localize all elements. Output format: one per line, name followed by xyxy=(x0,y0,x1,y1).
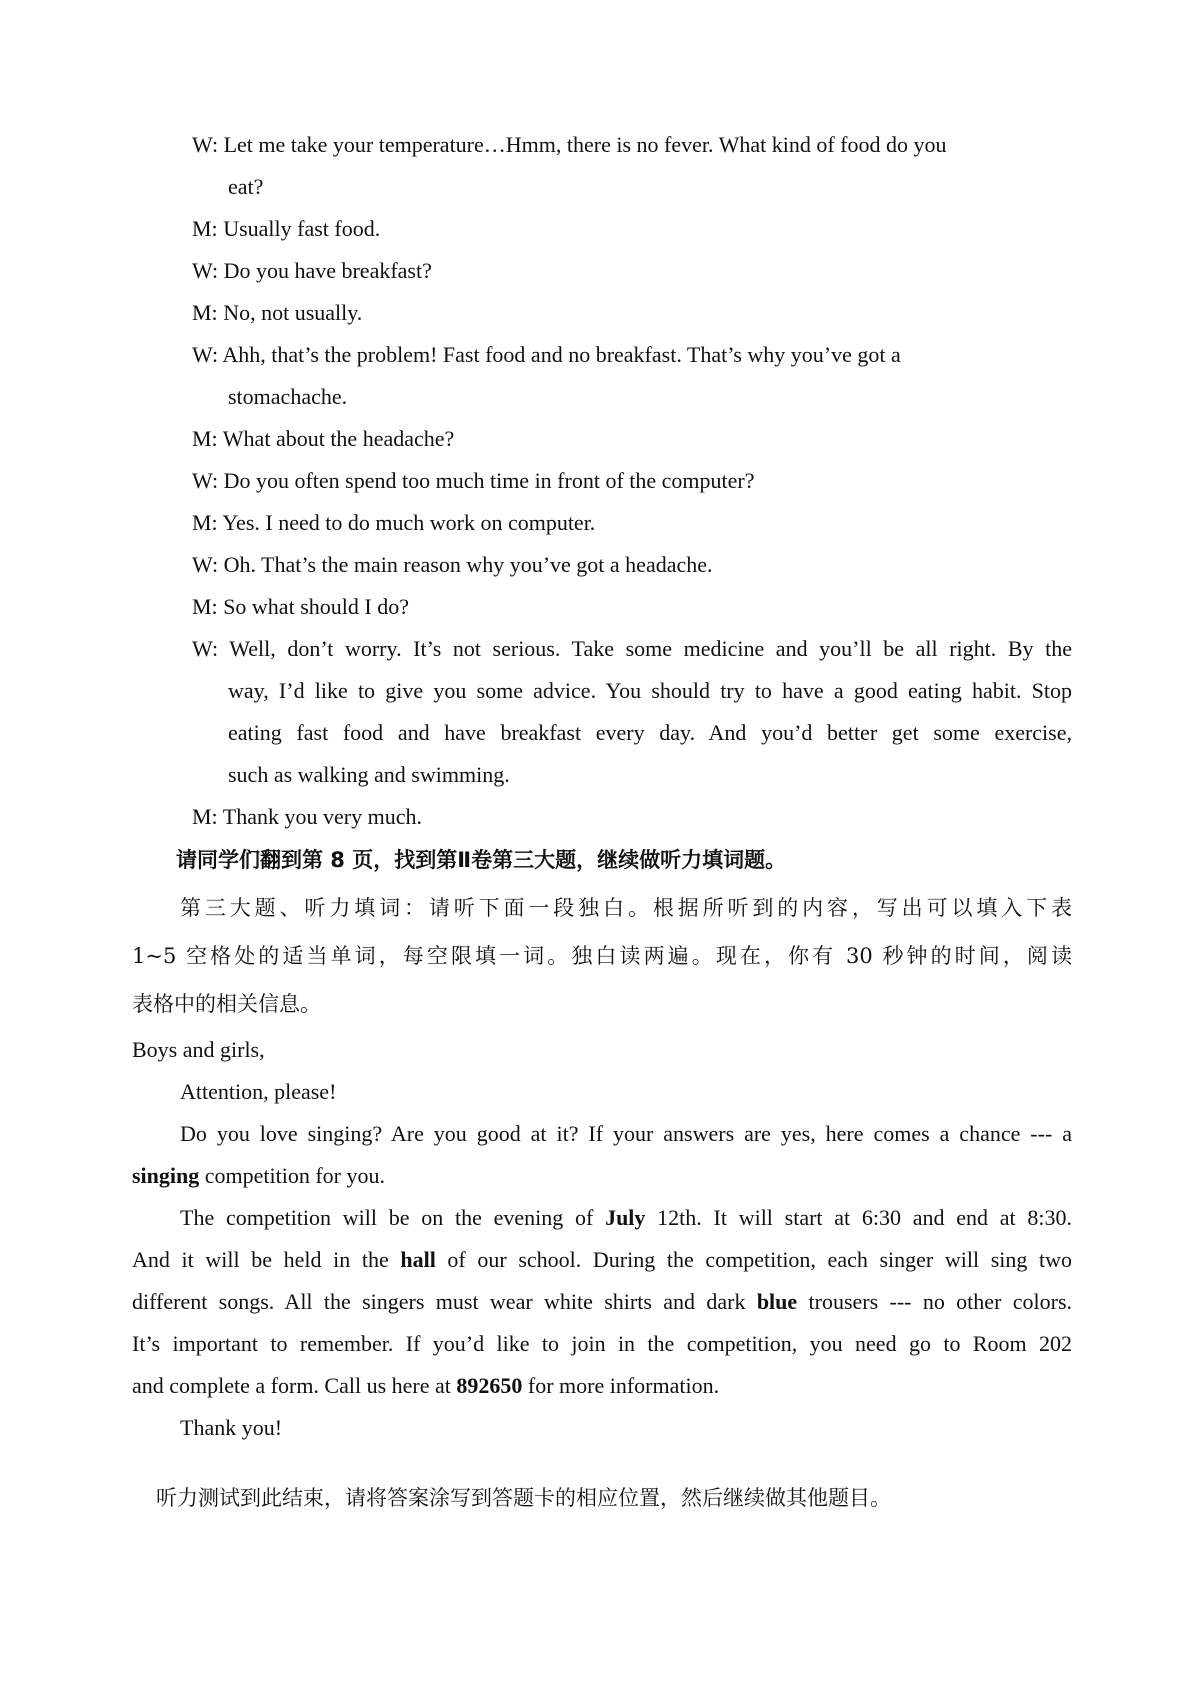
dialogue-text: Well, don’t worry. It’s not serious. Take some medicine and you’ll be all right. By the xyxy=(229,636,1072,661)
dialogue-text: No, not usually. xyxy=(223,300,363,325)
monologue-text xyxy=(132,1245,1072,1275)
dialogue-text: So what should I do? xyxy=(223,594,409,619)
monologue-text: Do you love singing? Are you good at it? If your answers are yes, here comes a chance --- a xyxy=(180,1121,1072,1146)
section-three-text: 表格中的相关信息。 xyxy=(132,992,321,1016)
speaker-label: M: xyxy=(192,510,218,535)
monologue-text: It’s important to remember. If you’d like to join in the competition, you need go to Room 202 xyxy=(132,1331,1072,1356)
answer-word: blue xyxy=(756,1289,798,1314)
speaker-label: M: xyxy=(192,594,218,619)
speaker-label: W: xyxy=(192,342,219,367)
dialogue-line xyxy=(192,214,380,244)
speaker-label: M: xyxy=(192,426,218,451)
monologue-attention: Attention, please! xyxy=(180,1079,337,1104)
dialogue-line xyxy=(192,256,432,286)
speaker-label: W: xyxy=(192,552,219,577)
speaker-label: W: xyxy=(192,132,219,157)
section-three-text: 第三大题、听力填词：请听下面一段独白。根据所听到的内容，写出可以填入下表 xyxy=(180,896,1072,920)
monologue-text-part: for more information. xyxy=(522,1373,720,1398)
monologue-text-part: The competition will be on the evening of xyxy=(180,1205,606,1230)
answer-word: hall xyxy=(400,1247,436,1272)
section-three-text: 1~5 空格处的适当单词，每空限填一词。独白读两遍。现在，你有 30 秒钟的时间，阅读 xyxy=(132,944,1072,968)
monologue-text-part: trousers --- no other colors. xyxy=(797,1289,1072,1314)
dialogue-text: Oh. That’s the main reason why you’ve got a headache. xyxy=(223,552,713,577)
monologue-text-part: And it will be held in the xyxy=(132,1247,401,1272)
speaker-label: W: xyxy=(192,258,219,283)
dialogue-text: Let me take your temperature…Hmm, there is no fever. What kind of food do you xyxy=(223,132,947,157)
dialogue-continuation: eat? xyxy=(228,174,264,199)
dialogue-continuation: eating fast food and have breakfast every day. And you’d better get some exercise, xyxy=(228,720,1072,745)
answer-word: July xyxy=(605,1205,646,1230)
monologue-thanks: Thank you! xyxy=(180,1415,283,1440)
speaker-label: M: xyxy=(192,216,218,241)
monologue-text-part: 12th. It will start at 6:30 and end at 8:30. xyxy=(645,1205,1072,1230)
dialogue-line xyxy=(192,592,409,622)
dialogue-text: Usually fast food. xyxy=(223,216,381,241)
dialogue-text: Do you have breakfast? xyxy=(223,258,432,283)
monologue-text-rest: competition for you. xyxy=(199,1163,386,1188)
monologue-text xyxy=(132,1371,719,1401)
monologue-text-part: different songs. All the singers must wear white shirts and dark xyxy=(132,1289,757,1314)
monologue-greeting: Boys and girls, xyxy=(132,1037,265,1062)
monologue-text xyxy=(132,1161,385,1191)
answer-word: singing xyxy=(132,1163,200,1188)
monologue-text xyxy=(132,1287,1072,1317)
monologue-text-part: and complete a form. Call us here at xyxy=(132,1373,457,1398)
speaker-label: M: xyxy=(192,300,218,325)
answer-word: 892650 xyxy=(456,1373,523,1398)
dialogue-line xyxy=(192,508,595,538)
dialogue-line xyxy=(192,802,422,832)
monologue-text xyxy=(180,1203,1072,1233)
dialogue-text: Ahh, that’s the problem! Fast food and no breakfast. That’s why you’ve got a xyxy=(222,342,901,367)
dialogue-text: Thank you very much. xyxy=(222,804,422,829)
dialogue-continuation: such as walking and swimming. xyxy=(228,762,510,787)
monologue-text-part: of our school. During the competition, each singer will sing two xyxy=(435,1247,1073,1272)
speaker-label: W: xyxy=(192,468,219,493)
dialogue-text: Do you often spend too much time in front of the computer? xyxy=(223,468,755,493)
dialogue-line xyxy=(192,298,362,328)
dialogue-text: Yes. I need to do much work on computer. xyxy=(222,510,596,535)
dialogue-line xyxy=(192,130,947,160)
turn-page-instruction: 请同学们翻到第 8 页，找到第Ⅱ卷第三大题，继续做听力填词题。 xyxy=(176,848,787,872)
dialogue-line xyxy=(192,340,901,370)
speaker-label: M: xyxy=(192,804,218,829)
dialogue-continuation: stomachache. xyxy=(228,384,348,409)
speaker-label: W: xyxy=(192,636,219,661)
dialogue-line xyxy=(192,466,755,496)
closing-instruction: 听力测试到此结束，请将答案涂写到答题卡的相应位置，然后继续做其他题目。 xyxy=(156,1486,891,1510)
dialogue-line xyxy=(192,550,713,580)
dialogue-line xyxy=(192,424,454,454)
dialogue-line xyxy=(192,634,1072,664)
dialogue-text: What about the headache? xyxy=(222,426,455,451)
dialogue-continuation: way, I’d like to give you some advice. You should try to have a good eating habit. Stop xyxy=(228,678,1072,703)
